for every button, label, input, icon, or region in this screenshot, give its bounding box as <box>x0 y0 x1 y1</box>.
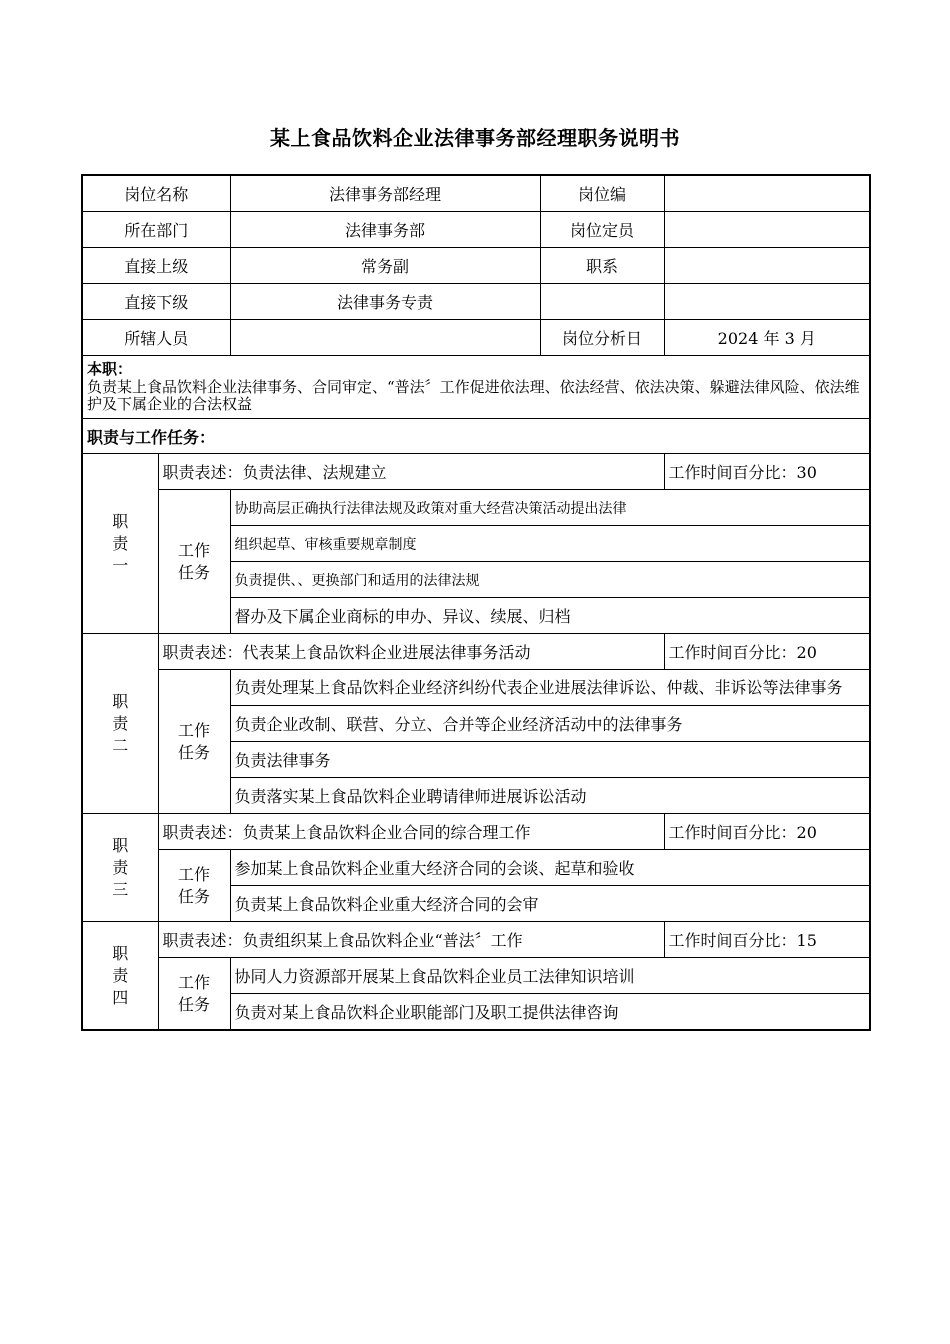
duty-3-task-row <box>82 850 870 886</box>
duty-1-name: 职 责 一 <box>82 454 158 634</box>
duty-4-task-1: 协同人力资源部开展某上食品饮料企业员工法律知识培训 <box>230 958 870 994</box>
duty-2-name: 职 责 二 <box>82 634 158 814</box>
duty-1-worktask-label: 工作 任务 <box>158 490 230 634</box>
duty-2-statement: 职责表述：代表某上食品饮料企业进展法律事务活动 <box>158 634 664 670</box>
duty-2-task-4: 负责落实某上食品饮料企业聘请律师进展诉讼活动 <box>230 778 870 814</box>
duty-2-task-1: 负责处理某上食品饮料企业经济纠纷代表企业进展法律诉讼、仲裁、非诉讼等法律事务 <box>230 670 870 706</box>
duty-4-worktask-label: 工作 任务 <box>158 958 230 1031</box>
superior-value: 常务副 <box>230 248 540 284</box>
duty-1-task-3: 负责提供、、更换部门和适用的法律法规 <box>230 562 870 598</box>
headcount-value <box>664 212 870 248</box>
summary-text: 负责某上食品饮料企业法律事务、合同审定、“普法〞工作促进依法理、依法经营、依法决策、躲避法律风险、依法维护及下属企业的合法权益 <box>87 378 860 413</box>
duties-header: 职责与工作任务： <box>82 419 870 454</box>
duty-3-statement-row <box>82 814 870 850</box>
duty-4-time: 工作时间百分比：15 <box>664 922 870 958</box>
superior-label: 直接上级 <box>82 248 230 284</box>
duty-1-statement: 职责表述：负责法律、法规建立 <box>158 454 664 490</box>
summary-label: 本职： <box>87 360 133 378</box>
duty-1-task-row <box>82 490 870 526</box>
analysis-date-value: 2024 年 3 月 <box>664 320 870 356</box>
duty-3-statement: 职责表述：负责某上食品饮料企业合同的综合理工作 <box>158 814 664 850</box>
grade-value <box>664 248 870 284</box>
duty-2-task-3: 负责法律事务 <box>230 742 870 778</box>
duty-1-task-1: 协助高层正确执行法律法规及政策对重大经营决策活动提出法律 <box>230 490 870 526</box>
job-description-table <box>81 174 871 1031</box>
duty-4-statement-row <box>82 922 870 958</box>
duty-3-time: 工作时间百分比：20 <box>664 814 870 850</box>
info-row-subordinate <box>82 284 870 320</box>
empty-label-cell <box>540 284 664 320</box>
empty-value-cell <box>664 284 870 320</box>
duties-header-row <box>82 419 870 454</box>
dept-value: 法律事务部 <box>230 212 540 248</box>
dept-label: 所在部门 <box>82 212 230 248</box>
duty-1-statement-row <box>82 454 870 490</box>
duty-2-task-row <box>82 670 870 706</box>
duty-4-name: 职 责 四 <box>82 922 158 1031</box>
grade-label: 职系 <box>540 248 664 284</box>
duty-3-task-1: 参加某上食品饮料企业重大经济合同的会谈、起草和验收 <box>230 850 870 886</box>
staff-value <box>230 320 540 356</box>
duty-1-task-4: 督办及下属企业商标的申办、异议、续展、归档 <box>230 598 870 634</box>
headcount-label: 岗位定员 <box>540 212 664 248</box>
position-code-label: 岗位编 <box>540 175 664 212</box>
duty-3-task-2: 负责某上食品饮料企业重大经济合同的会审 <box>230 886 870 922</box>
duty-2-task-2: 负责企业改制、联营、分立、合并等企业经济活动中的法律事务 <box>230 706 870 742</box>
duty-2-worktask-label: 工作 任务 <box>158 670 230 814</box>
position-code-value <box>664 175 870 212</box>
subordinate-value: 法律事务专责 <box>230 284 540 320</box>
duty-3-name: 职 责 三 <box>82 814 158 922</box>
position-name-label: 岗位名称 <box>82 175 230 212</box>
position-name-value: 法律事务部经理 <box>230 175 540 212</box>
info-row-dept <box>82 212 870 248</box>
info-row-staff <box>82 320 870 356</box>
analysis-date-label: 岗位分析日 <box>540 320 664 356</box>
page-title: 某上食品饮料企业法律事务部经理职务说明书 <box>270 126 680 150</box>
info-row-position <box>82 175 870 212</box>
duty-2-time: 工作时间百分比：20 <box>664 634 870 670</box>
duty-4-task-2: 负责对某上食品饮料企业职能部门及职工提供法律咨询 <box>230 994 870 1031</box>
duty-1-task-2: 组织起草、审核重要规章制度 <box>230 526 870 562</box>
duty-4-statement: 职责表述：负责组织某上食品饮料企业“普法〞工作 <box>158 922 664 958</box>
duty-1-time: 工作时间百分比：30 <box>664 454 870 490</box>
duty-2-statement-row <box>82 634 870 670</box>
staff-label: 所辖人员 <box>82 320 230 356</box>
summary-row <box>82 356 870 419</box>
duty-3-worktask-label: 工作 任务 <box>158 850 230 922</box>
subordinate-label: 直接下级 <box>82 284 230 320</box>
info-row-superior <box>82 248 870 284</box>
duty-4-task-row <box>82 958 870 994</box>
